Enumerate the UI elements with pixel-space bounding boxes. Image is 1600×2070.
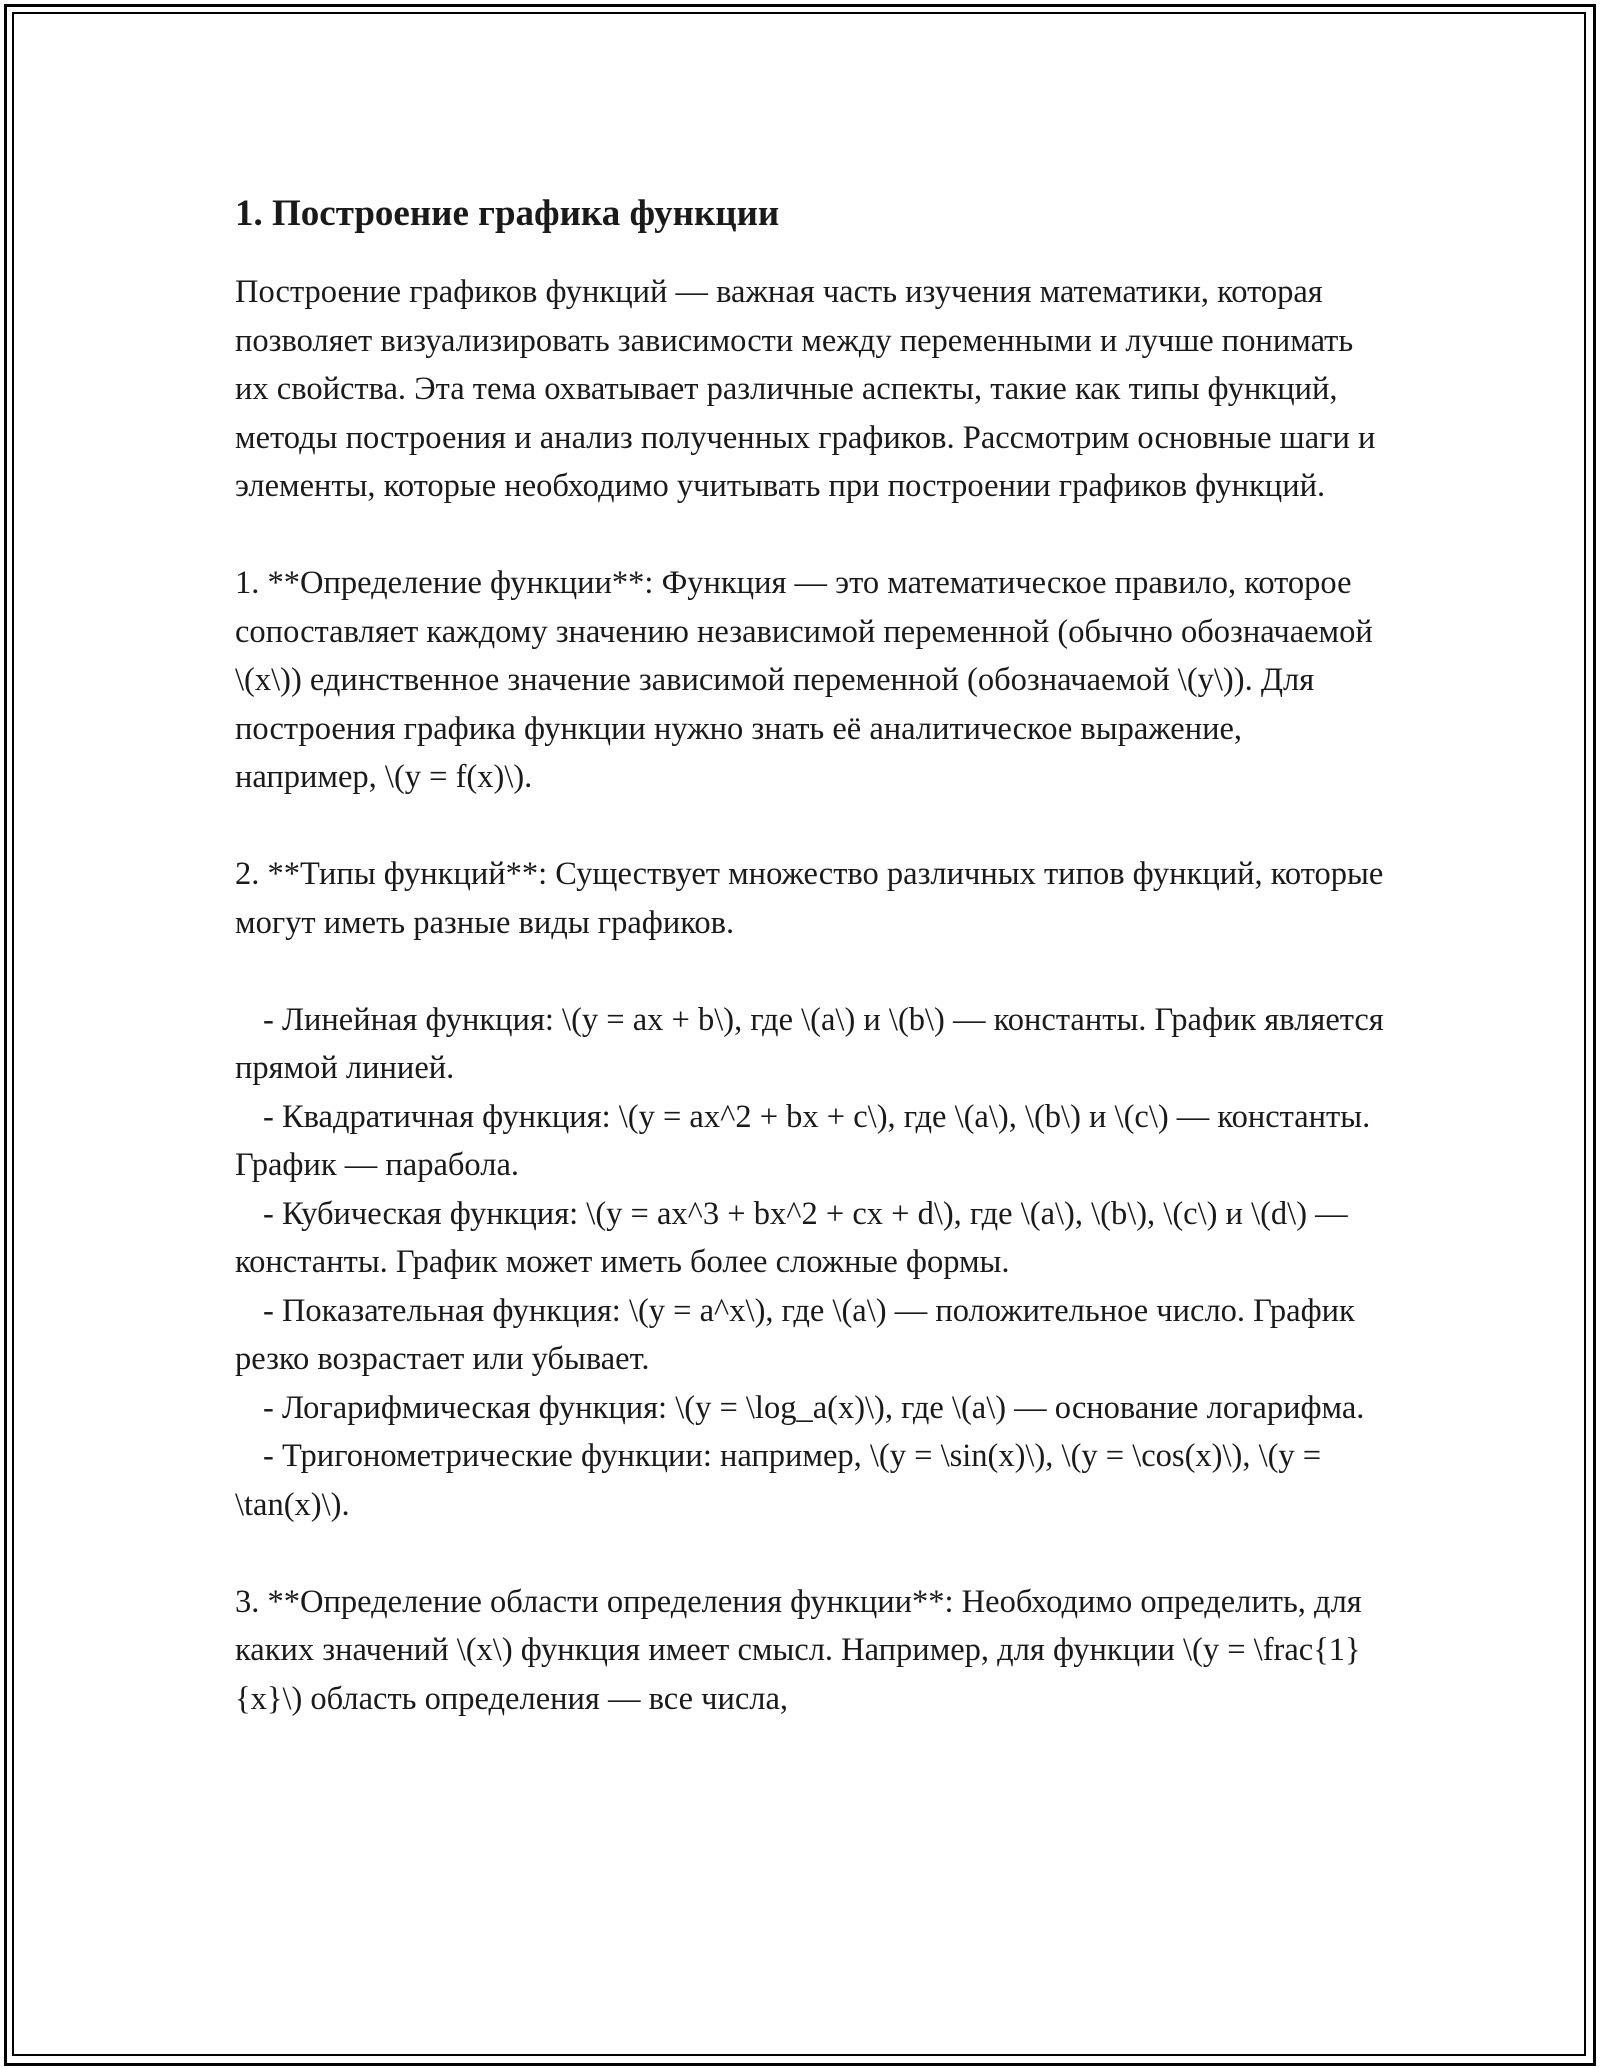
list-item: - Кубическая функция: \(y = ax^3 + bx^2 + cx + d\), где \(a\), \(b\), \(c\) и \(d\) — константы. График может иметь более сложные формы. — [235, 1195, 1348, 1280]
document-body — [235, 190, 1385, 1723]
intro-paragraph: Построение графиков функций — важная часть изучения математики, которая позволяет визуализировать зависимости между переменными и лучше понимать их свойства. Эта тема охватывает различные аспекты, такие как типы функций, методы построения и анализ полученных графиков. Рассмотрим основные шаги и элементы, которые необходимо учитывать при построении графиков функций. — [235, 274, 1376, 504]
function-types-list — [235, 996, 1385, 1530]
list-item: - Показательная функция: \(y = a^x\), где \(a\) — положительное число. График резко возрастает или убывает. — [235, 1292, 1355, 1377]
section-heading: 1. Построение графика функции — [235, 193, 780, 234]
item-1-paragraph: 1. **Определение функции**: Функция — это математическое правило, которое сопоставляет каждому значению независимой переменной (обычно обозначаемой \(x\)) единственное значение зависимой переменной (обозначаемой \(y\)). Для построения графика функции нужно знать её аналитическое выражение, например, \(y = f(x)\). — [235, 565, 1373, 795]
item-2-paragraph: 2. **Типы функций**: Существует множество различных типов функций, которые могут иметь разные виды графиков. — [235, 856, 1384, 941]
list-item: - Логарифмическая функция: \(y = \log_a(x)\), где \(a\) — основание логарифма. — [263, 1389, 1365, 1426]
list-item: - Тригонометрические функции: например, \(y = \sin(x)\), \(y = \cos(x)\), \(y = \tan(x)\). — [235, 1438, 1322, 1523]
list-item: - Квадратичная функция: \(y = ax^2 + bx + c\), где \(a\), \(b\) и \(c\) — константы. График — парабола. — [235, 1098, 1371, 1183]
list-item: - Линейная функция: \(y = ax + b\), где \(a\) и \(b\) — константы. График является прямой линией. — [235, 1001, 1384, 1086]
item-3-paragraph: 3. **Определение области определения функции**: Необходимо определить, для каких значений \(x\) функция имеет смысл. Например, для функции \(y = \frac{1}{x}\) область определения — все числа, — [235, 1583, 1362, 1717]
